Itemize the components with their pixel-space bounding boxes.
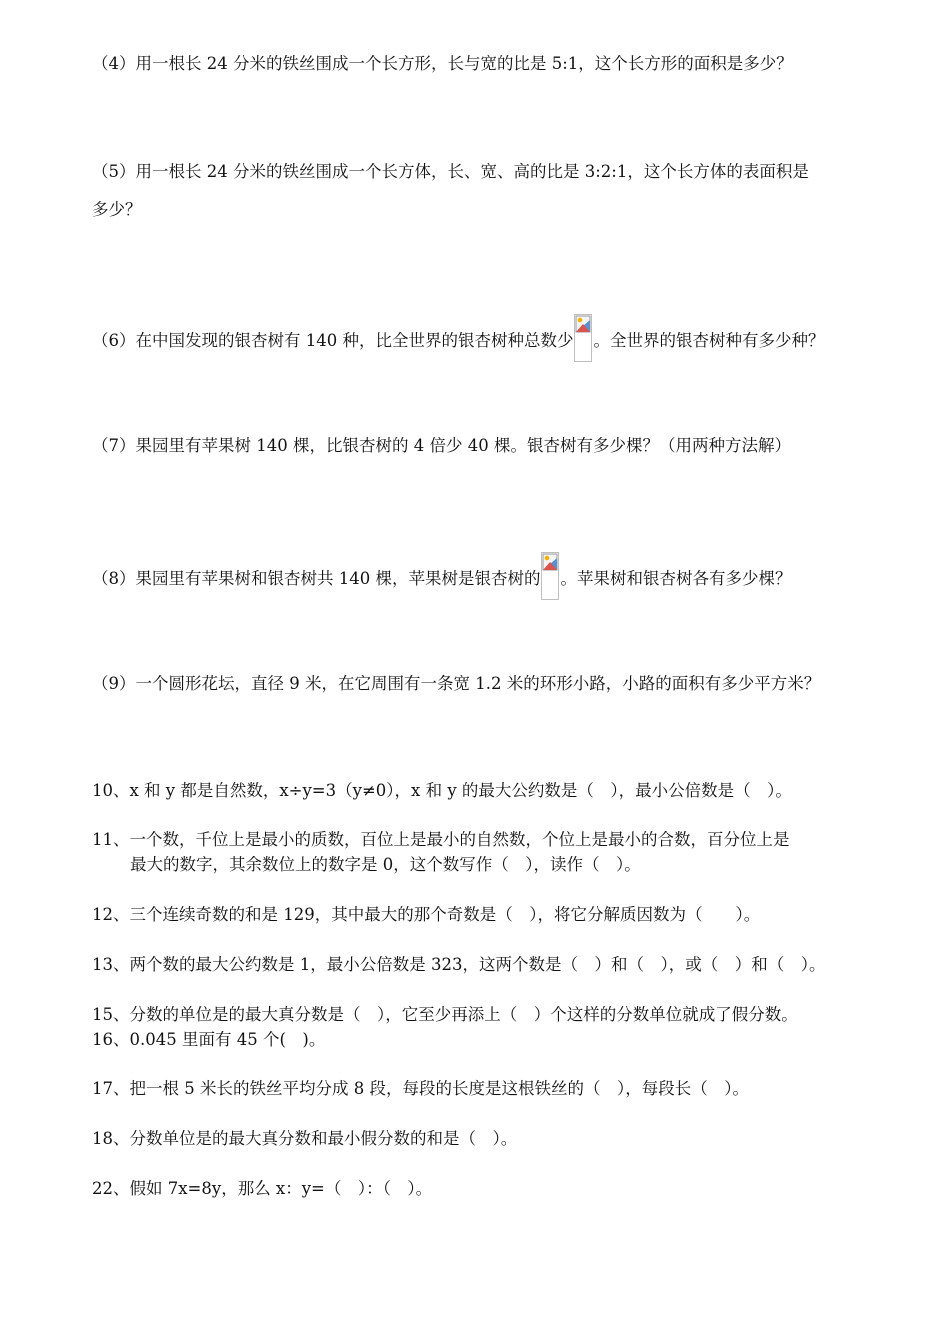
item-11-line1 (92, 826, 790, 850)
item-text: 22、假如 7x=8y，那么 x：y=（ ）：（ ）。 (92, 1179, 433, 1198)
question-text-after: 。苹果树和银杏树各有多少棵？ (560, 569, 792, 588)
item-text: 13、两个数的最大公约数是 1，最小公倍数是 323，这两个数是（ ）和（ ），或（ ）和（ ）。 (92, 955, 826, 974)
question-7 (92, 432, 791, 456)
question-text: （7）果园里有苹果树 140 棵，比银杏树的 4 倍少 40 棵。银杏树有多少棵？（用两种方法解） (92, 436, 791, 455)
item-text: 10、x 和 y 都是自然数，x÷y=3（y≠0），x 和 y 的最大公约数是（ ），最小公倍数是（ ）。 (92, 781, 792, 800)
question-9 (92, 670, 820, 694)
item-13 (92, 951, 825, 975)
item-text: 16、0.045 里面有 45 个( )。 (92, 1030, 326, 1049)
question-text: （5）用一根长 24 分米的铁丝围成一个长方体，长、宽、高的比是 3:2:1，这个长方体的表面积是 (92, 162, 809, 181)
item-17 (92, 1075, 749, 1099)
item-22 (92, 1175, 432, 1199)
item-12 (92, 901, 760, 925)
question-5-line1 (92, 158, 809, 182)
question-5-line2 (92, 196, 142, 220)
item-16 (92, 1026, 325, 1050)
question-text: 多少？ (92, 200, 142, 219)
item-text: 17、把一根 5 米长的铁丝平均分成 8 段，每段的长度是这根铁丝的（ ），每段长（ ）。 (92, 1079, 749, 1098)
item-18 (92, 1125, 517, 1149)
item-15 (92, 1001, 798, 1025)
question-text: （6）在中国发现的银杏树有 140 种，比全世界的银杏树种总数少 (92, 331, 574, 350)
item-text: 12、三个连续奇数的和是 129，其中最大的那个奇数是（ ），将它分解质因数为（ ）。 (92, 905, 761, 924)
question-8 (92, 552, 791, 600)
item-11-line2 (130, 851, 641, 875)
question-text: （8）果园里有苹果树和银杏树共 140 棵，苹果树是银杏树的 (92, 569, 541, 588)
item-10 (92, 777, 792, 801)
item-text: 18、分数单位是的最大真分数和最小假分数的和是（ ）。 (92, 1129, 518, 1148)
question-6 (92, 314, 824, 362)
item-text: 15、分数的单位是的最大真分数是（ ），它至少再添上（ ）个这样的分数单位就成了假分数。 (92, 1005, 798, 1024)
question-4 (92, 50, 793, 74)
question-text: （9）一个圆形花坛，直径 9 米，在它周围有一条宽 1.2 米的环形小路，小路的面积有多少平方米？ (92, 674, 821, 693)
item-text: 11、一个数，千位上是最小的质数，百位上是最小的自然数，个位上是最小的合数，百分位上是 (92, 830, 790, 849)
question-text-after: 。全世界的银杏树种有多少种？ (593, 331, 825, 350)
broken-fraction-image-icon (574, 314, 592, 362)
question-text: （4）用一根长 24 分米的铁丝围成一个长方形，长与宽的比是 5:1，这个长方形的面积是多少？ (92, 54, 793, 73)
item-text: 最大的数字，其余数位上的数字是 0，这个数写作（ ），读作（ ）。 (130, 855, 641, 874)
broken-fraction-image-icon (541, 552, 559, 600)
